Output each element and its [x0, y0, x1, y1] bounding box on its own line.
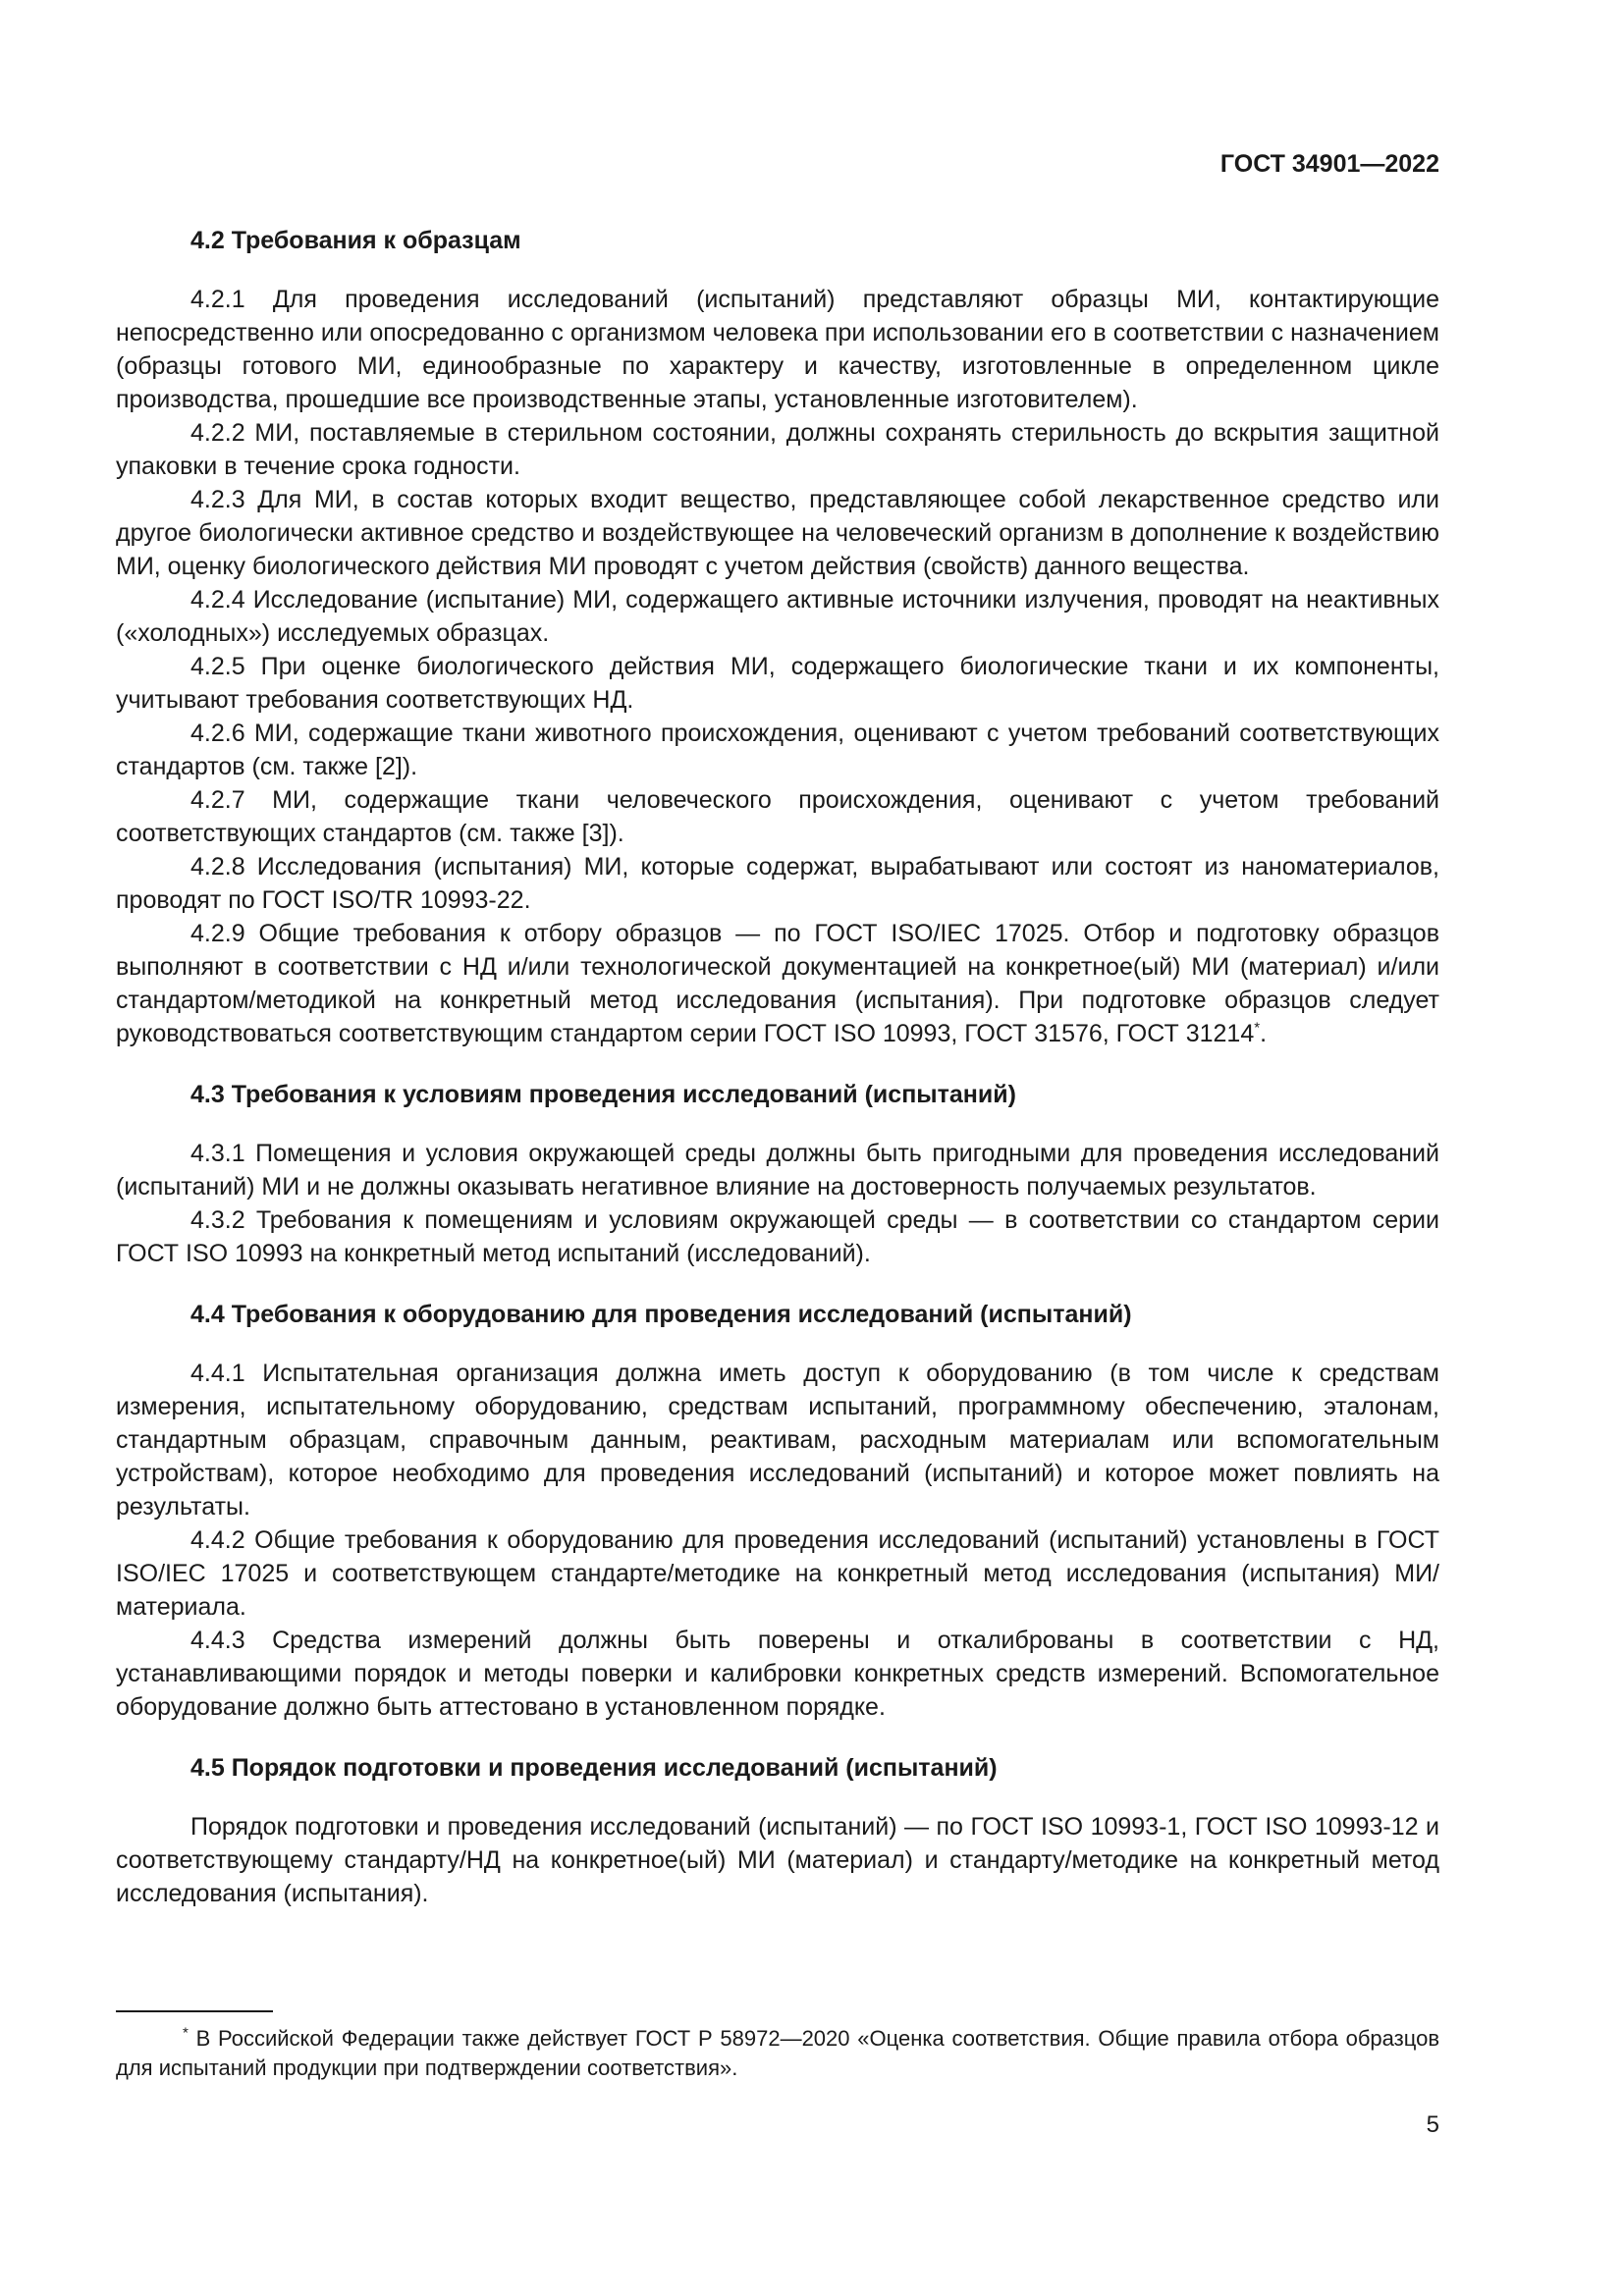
footnote-divider	[116, 2010, 273, 2012]
paragraph-4-2-5: 4.2.5 При оценке биологического действия МИ, содержащего биологические ткани и их компоненты, учитывают требования соответствующих НД.	[116, 653, 1439, 714]
paragraph-4-4-1: 4.4.1 Испытательная организация должна иметь доступ к оборудованию (в том числе к средствам измерения, испытательному оборудованию, средствам испытаний, программному обеспечению, эталонам, стандартным образцам, справочным данным, реактивам, расходным материалам или вспомогательным устройствам), которое необходимо для проведения исследований (испытаний) и которое может повлиять на результаты.	[116, 1360, 1439, 1521]
section-4-2	[116, 224, 1439, 1050]
section-heading: 4.3 Требования к условиям проведения исследований (испытаний)	[190, 1081, 1016, 1108]
footnote-mark: *	[183, 2024, 189, 2042]
paragraph-4-2-1: 4.2.1 Для проведения исследований (испытаний) представляют образцы МИ, контактирующие непосредственно или опосредованно с организмом человека при использовании его в соответствии с назначением (образцы готового МИ, единообразные по характеру и качеству, изготовленные в определенном цикле производства, прошедшие все производственные этапы, установленные изготовителем).	[116, 286, 1439, 413]
paragraph-4-5: Порядок подготовки и проведения исследований (испытаний) — по ГОСТ ISO 10993-1, ГОСТ ISO 10993-12 и соответствующему стандарту/НД на конкретное(ый) МИ (материал) и стандарту/методике на конкретный метод исследования (испытания).	[116, 1813, 1439, 1907]
section-heading: 4.4 Требования к оборудованию для проведения исследований (испытаний)	[190, 1301, 1132, 1328]
footnote-reference: *	[1254, 1019, 1261, 1037]
document-body	[116, 224, 1439, 1910]
paragraph-4-2-6: 4.2.6 МИ, содержащие ткани животного происхождения, оценивают с учетом требований соответствующих стандартов (см. также [2]).	[116, 720, 1439, 780]
paragraph-4-2-9: 4.2.9 Общие требования к отбору образцов — по ГОСТ ISO/IEC 17025. Отбор и подготовку образцов выполняют в соответствии с НД и/или технологической документацией на конкретное(ый) МИ (материал) и/или стандартом/методикой на конкретный метод исследования (испытания). При подготовке образцов следует руководствоваться соответствующим стандартом серии ГОСТ ISO 10993, ГОСТ 31576, ГОСТ 31214*.	[116, 920, 1439, 1047]
section-heading: 4.2 Требования к образцам	[190, 227, 521, 254]
section-4-3	[116, 1078, 1439, 1270]
footnote	[116, 2024, 1439, 2083]
paragraph-4-3-1: 4.3.1 Помещения и условия окружающей среды должны быть пригодными для проведения исследований (испытаний) МИ и не должны оказывать негативное влияние на достоверность получаемых результатов.	[116, 1140, 1439, 1201]
paragraph-4-4-3: 4.4.3 Средства измерений должны быть поверены и откалиброваны в соответствии с НД, устанавливающими порядок и методы поверки и калибровки конкретных средств измерений. Вспомогательное оборудование должно быть аттестовано в установленном порядке.	[116, 1627, 1439, 1721]
section-4-5	[116, 1751, 1439, 1910]
section-heading: 4.5 Порядок подготовки и проведения исследований (испытаний)	[190, 1754, 998, 1782]
paragraph-4-4-2: 4.4.2 Общие требования к оборудованию для проведения исследований (испытаний) установлены в ГОСТ ISO/IEC 17025 и соответствующем стандарте/методике на конкретный метод исследования (испытания) МИ/материала.	[116, 1526, 1439, 1621]
section-4-4	[116, 1298, 1439, 1724]
paragraph-4-2-3: 4.2.3 Для МИ, в состав которых входит вещество, представляющее собой лекарственное средство или другое биологически активное средство и воздействующее на человеческий организм в дополнение к воздействию МИ, оценку биологического действия МИ проводят с учетом действия (свойств) данного вещества.	[116, 486, 1439, 580]
document-id-header: ГОСТ 34901—2022	[1219, 150, 1439, 178]
page-number: 5	[1426, 2111, 1439, 2138]
paragraph-4-2-8: 4.2.8 Исследования (испытания) МИ, которые содержат, вырабатывают или состоят из наноматериалов, проводят по ГОСТ ISO/TR 10993-22.	[116, 853, 1439, 914]
paragraph-4-2-9-text: 4.2.9 Общие требования к отбору образцов — по ГОСТ ISO/IEC 17025. Отбор и подготовку образцов выполняют в соответствии с НД и/или технологической документацией на конкретное(ый) МИ (материал) и/или стандартом/методикой на конкретный метод исследования (испытания). При подготовке образцов следует руководствоваться соответствующим стандартом серии ГОСТ ISO 10993, ГОСТ 31576, ГОСТ 31214	[116, 920, 1439, 1047]
paragraph-4-2-7: 4.2.7 МИ, содержащие ткани человеческого происхождения, оценивают с учетом требований соответствующих стандартов (см. также [3]).	[116, 786, 1439, 847]
paragraph-4-2-4: 4.2.4 Исследование (испытание) МИ, содержащего активные источники излучения, проводят на неактивных («холодных») исследуемых образцах.	[116, 586, 1439, 647]
paragraph-4-2-2: 4.2.2 МИ, поставляемые в стерильном состоянии, должны сохранять стерильность до вскрытия защитной упаковки в течение срока годности.	[116, 419, 1439, 480]
footnote-text: В Российской Федерации также действует ГОСТ Р 58972—2020 «Оценка соответствия. Общие правила отбора образцов для испытаний продукции при подтверждении соответствия».	[116, 2026, 1439, 2080]
paragraph-4-3-2: 4.3.2 Требования к помещениям и условиям окружающей среды — в соответствии со стандартом серии ГОСТ ISO 10993 на конкретный метод испытаний (исследований).	[116, 1206, 1439, 1267]
